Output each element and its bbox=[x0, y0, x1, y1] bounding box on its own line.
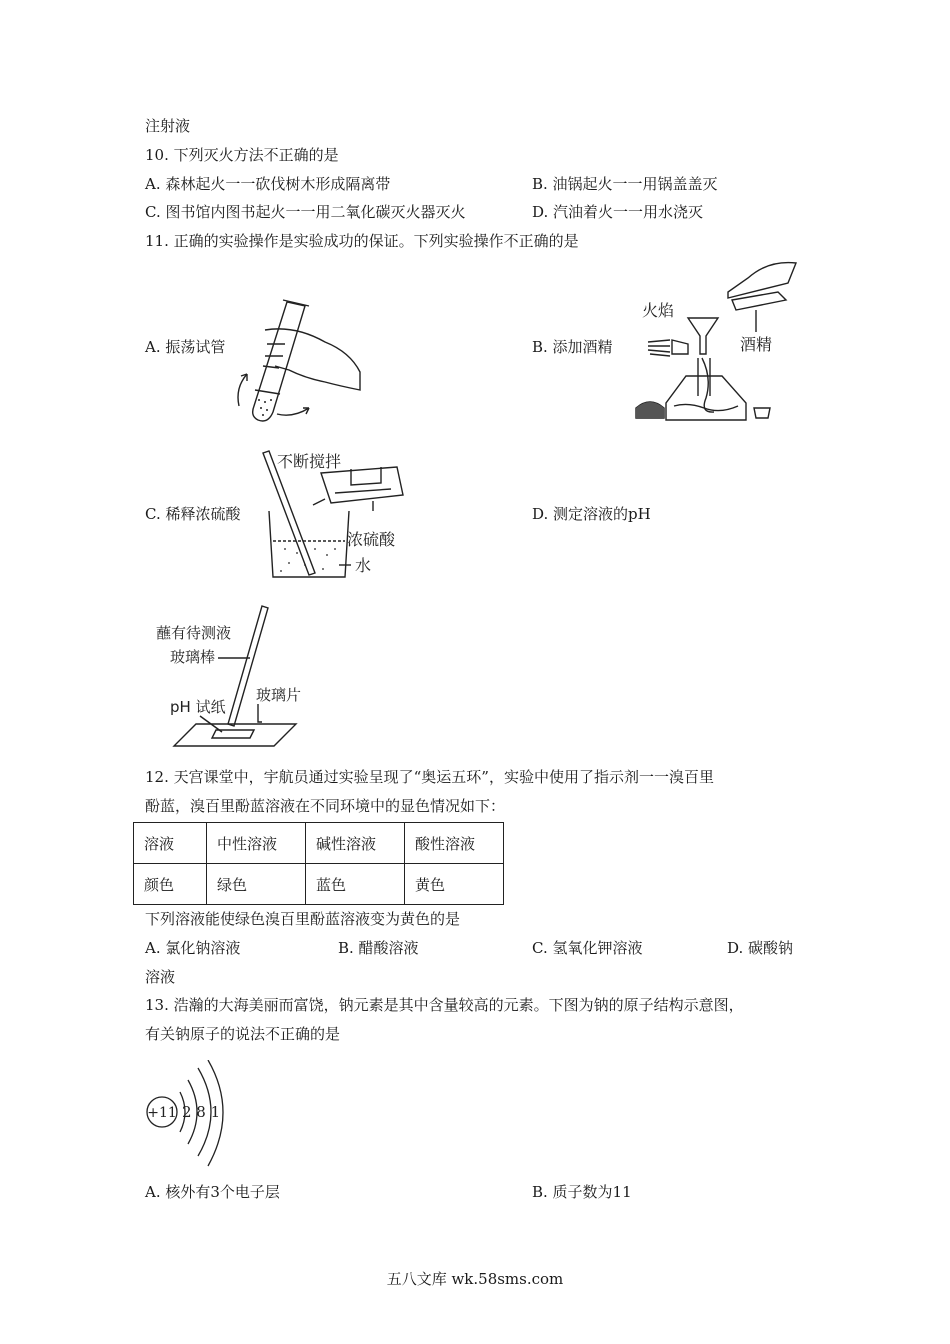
option-10d: D. 汽油着火一一用水浇灭 bbox=[532, 203, 704, 221]
option-12d: D. 碳酸钠 bbox=[727, 939, 794, 957]
table-cell: 绿色 bbox=[207, 864, 306, 905]
question-13-line2: 有关钠原子的说法不正确的是 bbox=[145, 1025, 341, 1043]
label-glass-slide: 玻璃片 bbox=[256, 686, 302, 704]
question-12-line3: 下列溶液能使绿色溴百里酚蓝溶液变为黄色的是 bbox=[145, 910, 461, 928]
option-13b: B. 质子数为11 bbox=[532, 1183, 632, 1201]
label-ph-paper: pH 试纸 bbox=[170, 698, 226, 716]
table-cell: 溶液 bbox=[134, 823, 207, 864]
option-12a: A. 氯化钠溶液 bbox=[145, 939, 241, 957]
option-11b: B. 添加酒精 bbox=[532, 338, 613, 356]
shell-electrons: 2 8 1 bbox=[182, 1103, 221, 1121]
option-11a: A. 振荡试管 bbox=[145, 338, 226, 356]
option-10b: B. 油锅起火一一用锅盖盖灭 bbox=[532, 175, 718, 193]
option-11c: C. 稀释浓硫酸 bbox=[145, 505, 241, 523]
table-cell: 黄色 bbox=[405, 864, 504, 905]
question-13-line1: 13. 浩瀚的大海美丽而富饶，钠元素是其中含量较高的元素。下图为钠的原子结构示意图， bbox=[145, 996, 744, 1014]
label-glass-rod: 玻璃棒 bbox=[170, 648, 216, 666]
option-12d-cont: 溶液 bbox=[145, 968, 176, 986]
table-cell: 中性溶液 bbox=[207, 823, 306, 864]
question-12-line2: 酚蓝，溴百里酚蓝溶液在不同环境中的显色情况如下： bbox=[145, 797, 506, 815]
figure-add-alcohol bbox=[628, 258, 798, 428]
figure-dilute-acid bbox=[255, 445, 415, 580]
table-row bbox=[134, 864, 504, 905]
question-10: 10. 下列灭火方法不正确的是 bbox=[145, 146, 339, 164]
option-10a: A. 森林起火一一砍伐树木形成隔离带 bbox=[145, 175, 391, 193]
indicator-color-table bbox=[133, 822, 504, 905]
question-12-line1: 12. 天宫课堂中，宇航员通过实验呈现了“奥运五环”，实验中使用了指示剂一一溴百里 bbox=[145, 768, 714, 786]
footer-watermark: 五八文库 wk.58sms.com bbox=[386, 1270, 564, 1288]
option-12c: C. 氢氧化钾溶液 bbox=[532, 939, 643, 957]
label-dipped-liquid: 蘸有待测液 bbox=[156, 624, 232, 642]
question-11: 11. 正确的实验操作是实验成功的保证。下列实验操作不正确的是 bbox=[145, 232, 579, 250]
text-line: 注射液 bbox=[145, 117, 191, 135]
table-cell: 碱性溶液 bbox=[306, 823, 405, 864]
label-water: 水 bbox=[355, 556, 372, 575]
option-13a: A. 核外有3个电子层 bbox=[145, 1183, 280, 1201]
option-10c: C. 图书馆内图书起火一一用二氧化碳灭火器灭火 bbox=[145, 203, 466, 221]
table-row bbox=[134, 823, 504, 864]
table-cell: 酸性溶液 bbox=[405, 823, 504, 864]
figure-measure-ph bbox=[150, 600, 320, 755]
figure-sodium-atom bbox=[142, 1060, 242, 1170]
table-cell: 颜色 bbox=[134, 864, 207, 905]
option-11d: D. 测定溶液的pH bbox=[532, 505, 651, 523]
label-flame: 火焰 bbox=[642, 301, 675, 320]
label-conc-acid: 浓硫酸 bbox=[347, 530, 396, 549]
option-12b: B. 醋酸溶液 bbox=[338, 939, 419, 957]
figure-shake-test-tube bbox=[225, 290, 365, 430]
label-keep-stirring: 不断搅拌 bbox=[277, 452, 342, 471]
table-cell: 蓝色 bbox=[306, 864, 405, 905]
nucleus-charge: +11 bbox=[147, 1105, 177, 1121]
label-alcohol: 酒精 bbox=[740, 335, 773, 354]
